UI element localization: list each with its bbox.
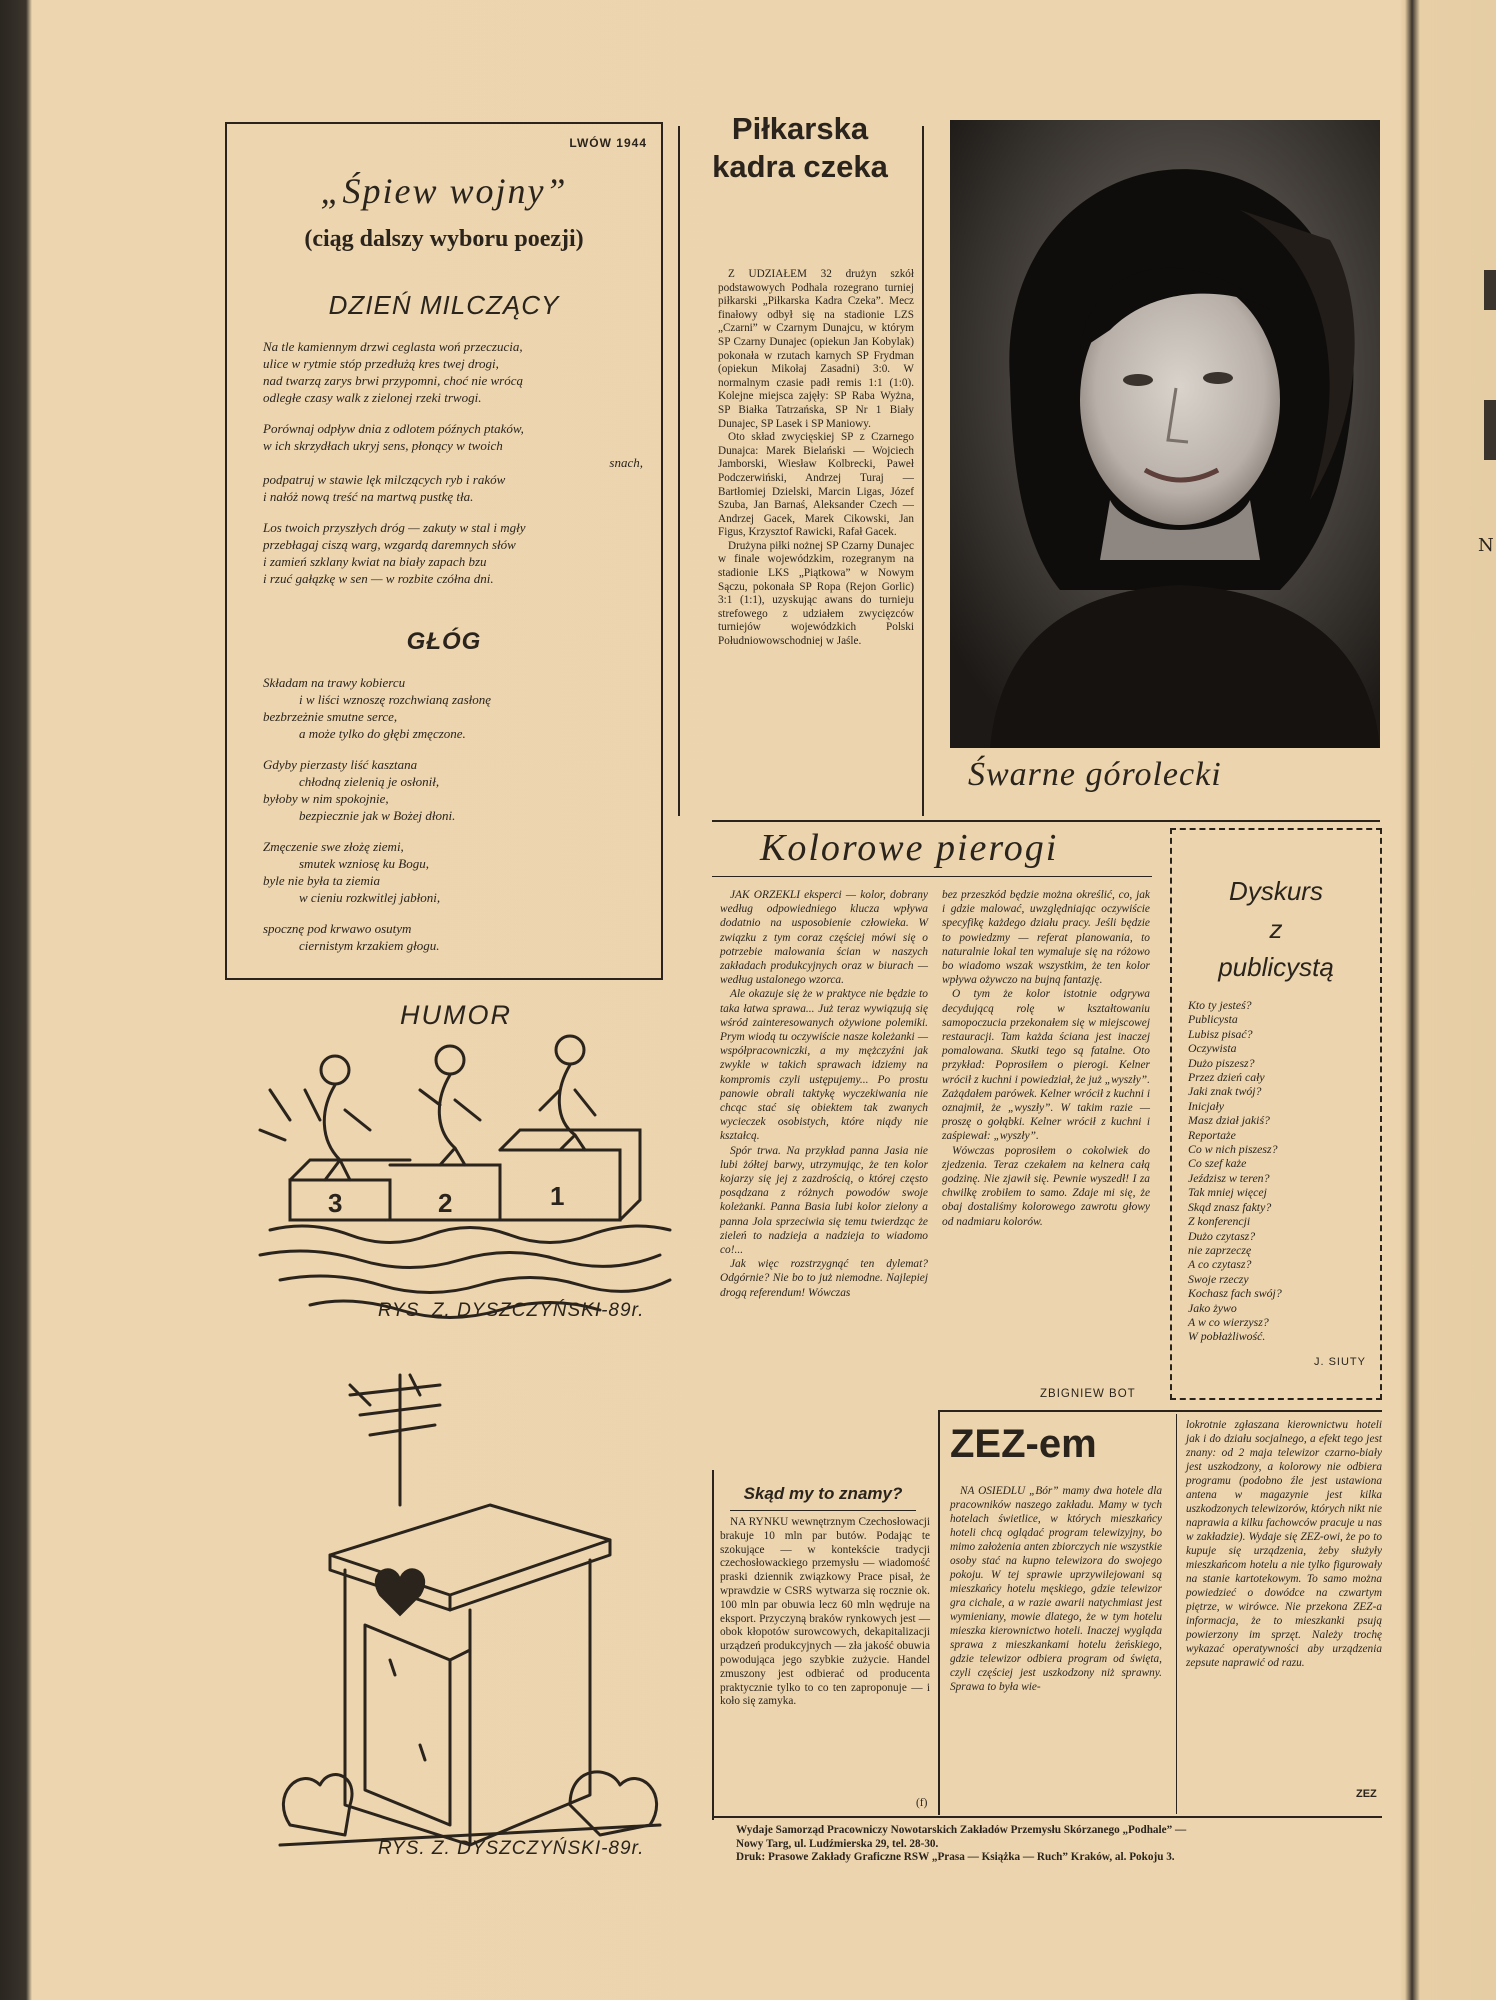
humor-cartoon-outhouse [270,1365,670,1865]
article-paragraph: Jak więc rozstrzygnąć ten dylemat? Odgórnie? Nie bo to już niemodne. Najlepiej drogą referendum! Wówczas [720,1258,928,1299]
zez-author: ZEZ [1356,1788,1377,1800]
humor-cartoon-podium [250,1030,690,1330]
poem-line: A co czytasz? [1188,1257,1252,1272]
poem-line: Jeździsz w teren? [1188,1170,1270,1185]
zez-col1: NA OSIEDLU „Bór” mamy dwa hotele dla pracowników naszego zakładu. Mamy w tych hotelach świetlice, w których mieszkańcy hoteli chcą oglądać program telewizyjny, bo mimo założenia anten zbiorczych nie wszystkie osoby stać na kupno telewizora do swojego pokoju. W tej sprawie uprzywilejowani są mieszkańcy hotelu męskiego, gdzie telewizor gra cichale, a w razie awarii natychmiast jest wymieniany, mowie dlatego, że w tym hotelu mieszka kierownictwo hoteli. Inaczej wygląda sprawa z mieszkankami hotelu żeńskiego, gdzie telewizor odbiera program od święta, czyli częściej jest uszkodzony niż sprawny. Sprawa to była wie- [950,1485,1162,1693]
dyskurs-title [1172,872,1380,986]
cartoon-signature: RYS. Z. DYSZCZYŃSKI-89r. [378,1300,645,1321]
poem-line: Co w nich piszesz? [1188,1142,1278,1157]
poem-line: Gdyby pierzasty liść kasztana [263,757,418,772]
pierogi-col2 [942,888,1150,1229]
article-paragraph: O tym że kolor istotnie odgrywa decydującą rolę w kształtowaniu samopoczucia przekonałem się w miejscowej restauracji. Tam każda ściana jest inaczej pomalowana. Skutki tego są fatalne. Oto przykład: Poprosiłem o pierogi. Kelner wrócił z kuchni i powiedział, że już „wyszły”. Zażądałem parówek. Kelner wrócił z kuchni i oznajmił, że „wyszły”. W takim razie — proszę o gołąbki. Kelner wrócił z kuchni i zaśpiewał: „wyszły”. [942,988,1150,1143]
poem2-stanza [263,756,653,824]
poem-line: Publicysta [1188,1012,1238,1027]
poem-line: Tak mniej więcej [1188,1185,1267,1200]
poem-line: nad twarzą zarys brwi przypomni, choć nie wrócą [263,373,523,388]
poem-line: chłodną zielenią je osłonił, [299,774,440,789]
poem-line: smutek wzniosę ku Bogu, [299,856,429,871]
podium-number: 2 [438,1188,453,1218]
poem-line: i zamień szklany kwiat na biały zapach bzu [263,554,487,569]
poem-line: Los twoich przyszłych dróg — zakuty w stal i mgły [263,520,526,535]
poetry-kicker: LWÓW 1944 [569,136,647,150]
podium-drawing [250,1030,690,1330]
football-article [718,268,914,649]
outhouse-drawing [270,1365,670,1865]
section-rule [712,820,1380,822]
title-underline [730,1510,916,1511]
section-rule [938,1410,1382,1412]
podium-number: 3 [328,1188,343,1218]
pierogi-title: Kolorowe pierogi [760,827,1059,869]
poem-line: Składam na trawy kobiercu [263,675,406,690]
poem-line: Przez dzień cały [1188,1070,1265,1085]
next-page-fragment: N [1478,535,1494,556]
poem-line: A w co wierzysz? [1188,1314,1269,1329]
poem-line: Porównaj odpływ dnia z odlotem późnych ptaków, [263,421,524,436]
poem2-title: GŁÓG [406,628,482,655]
poem-line: Kochasz fach swój? [1188,1286,1282,1301]
poem-line: Skąd znasz fakty? [1188,1199,1272,1214]
poem-line: Dużo piszesz? [1188,1055,1255,1070]
poem2-stanza [263,838,653,906]
title-underline [712,876,1152,877]
column-rule [678,126,680,816]
poem-line: bezbrzeżnie smutne serce, [263,709,398,724]
imprint-line: Druk: Prasowe Zakłady Graficzne RSW „Prasa — Książka — Ruch” Kraków, al. Pokoju 3. [736,1851,1175,1863]
poem-line: a może tylko do głębi zmęczone. [299,726,466,741]
poem-line: Jaki znak twój? [1188,1084,1262,1099]
poem1-stanza [263,519,653,587]
poem2-stanza [263,674,653,742]
skad-source: (f) [916,1797,928,1809]
dyskurs-poem [1188,998,1368,1344]
poem-line: Inicjały [1188,1098,1225,1113]
zez-title: ZEZ-em [950,1422,1097,1466]
dyskurs-title-line: publicystą [1218,952,1334,982]
poem-line: w cieniu rozkwitlej jabłoni, [299,890,441,905]
poem1-text [263,338,653,601]
cartoon-signature: RYS. Z. DYSZCZYŃSKI-89r. [378,1838,645,1859]
next-page-mark [1484,400,1496,460]
column-rule [922,126,924,816]
dyskurs-box [1170,828,1382,1400]
poem-line: Co szef każe [1188,1156,1247,1171]
heart-icon [376,1569,424,1615]
article-paragraph: Oto skład zwycięskiej SP z Czarnego Dunajca: Marek Bielański — Wojciech Jamborski, Wiesław Kolbrecki, Paweł Podczerwiński, Andrzej Turaj — Bartłomiej Dzielski, Marcin Ligas, Józef Szuba, Jan Barnaś, Aleksander Czech — Andrzej Gacek, Marek Cikowski, Jan Figus, Krzysztof Rawicki, Rafał Gacek. [718,431,914,539]
poem-line: ulice w rytmie stóp przedłużą kres twej drogi, [263,356,499,371]
skad-title: Skąd my to znamy? [743,1484,903,1503]
poem-line: ciernistym krzakiem głogu. [299,938,440,953]
poem-line: Swoje rzeczy [1188,1271,1249,1286]
poetry-title: „Śpiew wojny” [320,171,568,211]
poem-line: Reportaże [1188,1127,1236,1142]
poem-line: przebłagaj ciszą warg, wzgardą daremnych słów [263,537,516,552]
portrait-photo [950,120,1380,748]
column-rule [1176,1414,1177,1814]
pierogi-author: ZBIGNIEW BOT [1040,1388,1136,1400]
footer-imprint [736,1824,1386,1865]
poem-line: i rzuć gałązkę w sen — w rozbite czółna dni. [263,571,494,586]
poem-line: i nałóż nową treść na martwą pustkę tła. [263,489,474,504]
article-paragraph: Drużyna piłki nożnej SP Czarny Dunajec w finale wojewódzkim, rozegranym na stadionie LKS „Piątkowa” w Nowym Sączu, pokonała SP Ropa (Rejon Gorlic) 3:1 (1:1), uzyskując awans do turnieju strefowego z udziałem zwycięzców turniejów wojewódzkich Polski Południowowschodniej w Jaśle. [718,539,914,648]
poem-line: Dużo czytasz? [1188,1228,1256,1243]
poem-line: Jako żywo [1188,1300,1237,1315]
dyskurs-title-line: z [1269,914,1283,944]
poem1-stanza [263,420,653,505]
dyskurs-author: J. SIUTY [1313,1356,1366,1368]
poem-line: odległe czasy walk z zielonej rzeki trwogi. [263,390,482,405]
podium-number: 1 [550,1181,565,1211]
poem-line: snach, [609,455,643,470]
poem2-text [263,674,653,968]
poem-line: nie zaprzeczę [1188,1242,1252,1257]
article-paragraph: JAK ORZEKLI eksperci — kolor, dobrany według odpowiedniego klucza wpływa dodatnio na usposobienie człowieka. W związku z tym coraz częściej mówi się o potrzebie malowania ścian w naszych zakładach produkcyjnych oraz w biurach — według ustalonego wzorca. [720,889,928,987]
poem-line: Lubisz pisać? [1188,1026,1253,1041]
dyskurs-title-line: Dyskurs [1229,876,1323,906]
column-rule [712,1470,714,1820]
article-paragraph: bez przeszkód będzie można określić, co, jak i gdzie malować, uwzględniając oczywiście specyfikę każdego działu pracy. Jeśli będzie to powiedzmy — referat planowania, to naturalnie lokal ten wymaluje się na różowo bo wiadomo wszak wszystkim, że ten kolor wpływa ożywczo na bujną fantazję. [942,889,1150,987]
poem2-stanza [263,920,653,954]
humor-title: HUMOR [400,1000,512,1030]
poem-line: i w liści wznoszę rozchwianą zasłonę [299,692,492,707]
poetry-subtitle: (ciąg dalszy wyboru poezji) [304,226,584,252]
poem-line: Na tle kamiennym drzwi ceglasta woń przeczucia, [263,339,523,354]
poem-line: spocznę pod krwawo osutym [263,921,412,936]
next-page-mark [1484,270,1496,310]
article-paragraph: Spór trwa. Na przykład panna Jasia nie lubi żółtej barwy, utrzymując, że ten kolor kojarzy się jej z zazdrością, o której często posądzana z różnych powodów swoje koleżanki. Panna Basia lubi kolor zielony a panna Jola sprzeciwia się temu twierdząc że zieleń to nadzieja a nadzieja to wiadomo co!... [720,1144,928,1257]
portrait-image [950,120,1380,748]
article-paragraph: Z UDZIAŁEM 32 drużyn szkół podstawowych Podhala rozegrano turniej piłkarski „Piłkarska Kadra Czeka”. Mecz finałowy odbył się na stadionie LZS „Czarni” w Czarnym Dunajcu, w którym SP Czarny Dunajec (opiekun Jan Kobylak) pokonała w rzutach karnych SP Frydman (opiekun Mikołaj Zasadni) 3:0. W normalnym czasie padł remis 1:1 (1:0). Kolejne miejsca zajęły: SP Raba Wyżna, SP Białka Tatrzańska, SP Nr 1 Biały Dunajec, SP Lasek i SP Maniowy. [718,268,914,430]
article-paragraph: Wówczas poprosiłem o cokolwiek do zjedzenia. Teraz czekałem na kelnera całą godzinę. Nie zjawił się. Pewnie wyszedł! I za chwilkę zrobiłem to samo. Zdaje mi się, że obaj dostaliśmy kolorowego zawrotu głowy od nadmiaru kolorów. [942,1144,1150,1228]
column-rule [938,1410,940,1815]
poem-line: Zmęczenie swe złożę ziemi, [263,839,404,854]
poem-line: w ich skrzydłach ukryj sens, płonący w twoich [263,438,503,453]
football-title: Piłkarska kadra czeka [712,111,888,184]
imprint-line: Nowy Targ, ul. Ludźmierska 29, tel. 28-30. [736,1837,939,1850]
article-paragraph: Ale okazuje się że w praktyce nie będzie to taka łatwa sprawa... Już teraz wywiązują się wśród zainteresowanych ożywione polemiki. Prym wiodą tu oczywiście nasze koleżanki — współpracowniczki, a my mężczyźni jak zwykle w takich sprawach idziemy na kompromis czyli ustępujemy... Po prostu panowie obrali taktykę wyczekiwania nie chcąc stać się obiektem tak zwanych wycieczek osobistych, które niądy nie kształcą. [720,988,928,1143]
poem-line: Z konferencji [1188,1214,1251,1229]
poem-line: byle nie była ta ziemia [263,873,380,888]
skad-text: NA RYNKU wewnętrznym Czechosłowacji brakuje 10 mln par butów. Podając te szokujące — w kontekście tradycji czechosłowackiego przemysłu — wiadomość praski dziennik związkowy Prace pisał, że wprawdzie w CSRS wytwarza się rocznie ok. 100 mln par obuwia lecz 60 mln wędruje na eksport. Przyczyną braków rynkowych jest — obok kłopotów surowcowych, dekapitalizacji urządzeń produkcyjnych — zła jakość obuwia powodująca jego szybkie zużycie. Handel zmuszony jest odbierać od producenta praktycznie tylko to co ten zaproponuje — i koło się zamyka. [720,1516,930,1708]
poem-line: Kto ty jesteś? [1188,998,1252,1012]
poem-line: Oczywista [1188,1041,1237,1056]
poem1-title: DZIEŃ MILCZĄCY [328,290,560,320]
zez-col2: lokrotnie zgłaszana kierownictwu hoteli jak i do działu socjalnego, a efekt tego jest znany: od 2 maja telewizor czarno-biały jest uszkodzony, a kolorowy nie odbiera programu (podobno źle jest ustawiona antena w magazynie jest kilka uszkodzonych telewizorów, których nikt nie naprawia a kilku fachowców pracuje u nas w zakładzie). Wydaje się ZEZ-owi, że po to kupuje się urządzenia, żeby służyły mieszkańcom hotelu a nie tylko figurowały na stanie kartotekowym. To samo można powiedzieć o dowódce na czwartym piętrze, w wirówce. Nie przekona ZEZ-a informacja, że to mieszkanki psują powierzony im sprzęt. Należy trochę wykazać operatywności aby urządzenia zepsute naprawić od razu. [1186,1419,1382,1669]
poem-line: W pobłażliwość. [1188,1329,1266,1344]
poem-line: podpatruj w stawie lęk milczących ryb i raków [263,472,506,487]
poem1-stanza [263,338,653,406]
footer-rule [712,1816,1382,1818]
poem-line: bezpiecznie jak w Bożej dłoni. [299,808,456,823]
imprint-line: Wydaje Samorząd Pracowniczy Nowotarskich Zakładów Przemysłu Skórzanego „Podhale” — [736,1824,1187,1836]
poem-line: byłoby w nim spokojnie, [263,791,389,806]
poem-line: Masz dział jakiś? [1188,1113,1270,1128]
photo-caption: Śwarne górolecki [968,756,1222,793]
poetry-box [225,122,663,980]
pierogi-col1 [720,888,928,1300]
